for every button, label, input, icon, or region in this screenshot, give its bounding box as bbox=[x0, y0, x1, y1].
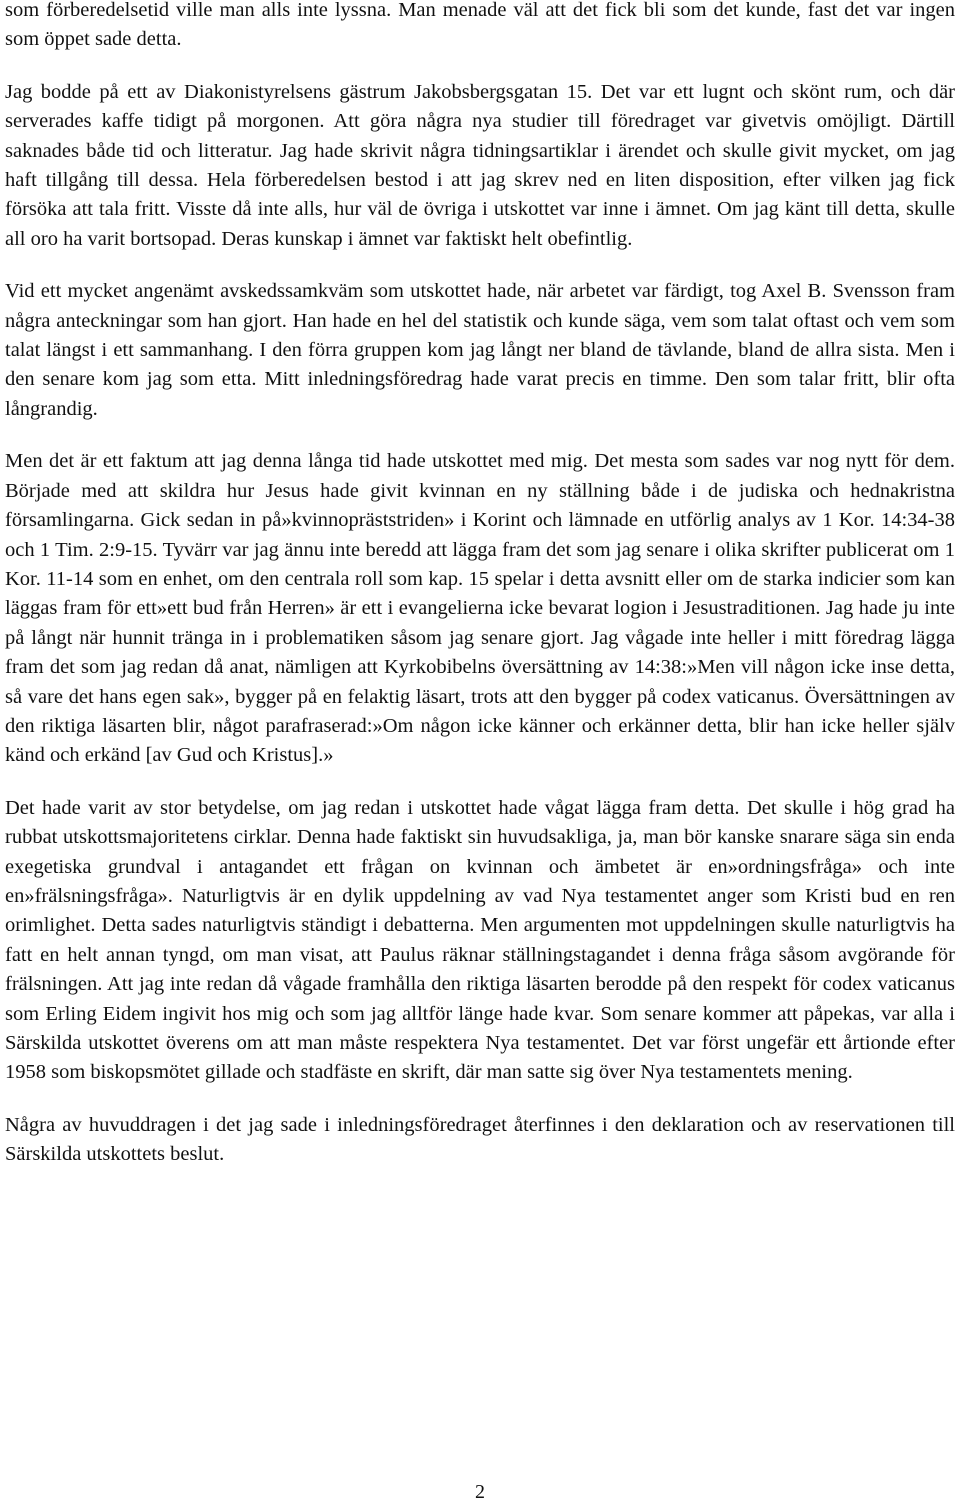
paragraph-3: Vid ett mycket angenämt avskedssamkväm som utskottet hade, när arbetet var färdigt, tog Axel B. Svensson fram några anteckningar som han gjort. Han hade en hel del statistik och kunde säga, vem som talat oftast och vem som talat längst i ett sammanhang. I den förra gruppen kom jag långt ner bland de tävlande, bland de allra sista. Men i den senare kom jag som etta. Mitt inledningsföredrag hade varat precis en timme. Den som talar fritt, blir ofta långrandig. bbox=[5, 280, 955, 420]
paragraph-5: Det hade varit av stor betydelse, om jag redan i utskottet hade vågat lägga fram detta. Det skulle i hög grad ha rubbat utskottsmajoritetens cirklar. Denna hade faktiskt sin huvudsakliga, ja, man bör kanske snarare säga sin enda exegetiska grundval i antagandet ett frågan on kvinnan och ämbetet är en»ordningsfråga» och inte en»frälsningsfråga». Naturligtvis är en dylik uppdelning av vad Nya testamentet anger som Kristi bud en ren orimlighet. Detta sades naturligtvis ständigt i debatterna. Men argumenten mot uppdelningen skulle naturligtvis ha fatt en helt annan tyngd, om man visat, att Paulus räknar ställningstagandet i denna fråga såsom avgörande för frälsningen. Att jag inte redan då vågade framhålla den riktiga läsarten berodde på den respekt för codex vaticanus som Erling Eidem ingivit hos mig och som jag alltför länge hade kvar. Som senare kommer att påpekas, var alla i Särskilda utskottet överens om att man måste respektera Nya testamentet. Det var först ungefär ett årtionde efter 1958 som biskopsmötet gillade och stadfäste en skrift, där man satte sig över Nya testamentets mening. bbox=[5, 796, 955, 1084]
paragraph-1: som förberedelsetid ville man alls inte lyssna. Man menade väl att det fick bli som det kunde, fast det var ingen som öppet sade detta. bbox=[5, 0, 955, 51]
paragraph-6: Några av huvuddragen i det jag sade i inledningsföredraget återfinnes i den deklaration och av reservationen till Särskilda utskottets beslut. bbox=[5, 1113, 955, 1166]
page-number: 2 bbox=[475, 1481, 485, 1503]
paragraph-4: Men det är ett faktum att jag denna långa tid hade utskottet med mig. Det mesta som sades var nog nytt för dem. Började med att skildra hur Jesus hade givit kvinnan en ny ställning både i de judiska och hednakristna församlingarna. Gick sedan in på»kvinnopräststriden» i Korint och lämnade en utförlig analys av 1 Kor. 14:34-38 och 1 Tim. 2:9-15. Tyvärr var jag ännu inte beredd att lägga fram det som jag senare i olika skrifter publicerat om 1 Kor. 11-14 som en enhet, om den centrala roll som kap. 15 spelar i detta avsnitt eller om de starka indicier som kan läggas fram för ett»ett bud från Herren» är ett i evangelierna icke bevarat logion i Jesustraditionen. Jag hade ju inte på långt när hunnit tränga in i problematiken såsom jag senare gjort. Jag vågade inte heller i mitt föredrag lägga fram det som jag redan då anat, nämligen att Kyrkobibelns översättning av 14:38:»Men vill någon icke inse detta, så vare det hans egen sak», bygger på en felaktig läsart, trots att den bygger på codex vaticanus. Översättningen av den riktiga läsarten blir, något parafraserad:»Om någon icke känner och erkänner detta, blir han icke heller själv känd och erkänd [av Gud och Kristus].» bbox=[5, 450, 955, 767]
paragraph-2: Jag bodde på ett av Diakonistyrelsens gästrum Jakobsbergsgatan 15. Det var ett lugnt och skönt rum, och där serverades kaffe tidigt på morgonen. Att göra några nya studier till föredraget var givetvis omöjligt. Därtill saknades både tid och litteratur. Jag hade skrivit några tidningsartiklar i ärendet och skulle givit mycket, om jag haft tillgång till dessa. Hela förberedelsen bestod i att jag skrev ned en liten disposition, efter vilken jag fick försöka att tala fritt. Visste då inte alls, hur väl de övriga i utskottet var inne i ämnet. Om jag känt till detta, skulle all oro ha varit bortsopad. Deras kunskap i ämnet var faktiskt helt obefintlig. bbox=[5, 80, 955, 250]
